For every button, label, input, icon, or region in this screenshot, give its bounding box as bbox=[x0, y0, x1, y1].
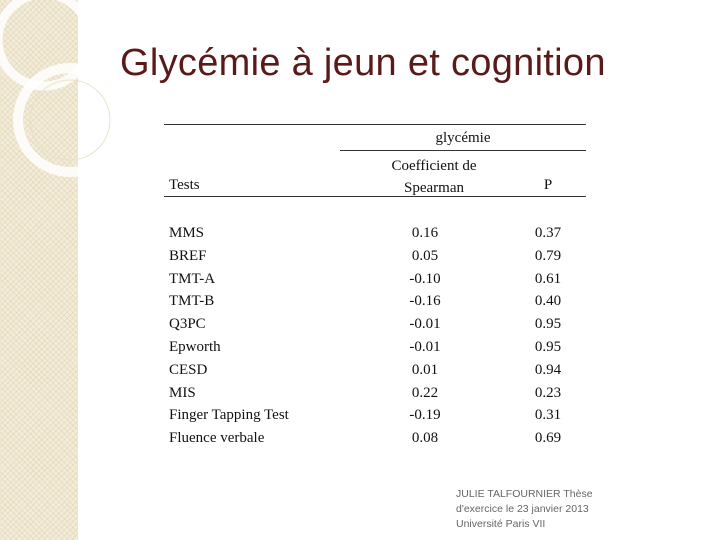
table-row bbox=[164, 269, 586, 292]
footer-line-author: JULIE TALFOURNIER Thèse bbox=[456, 488, 593, 500]
table-row bbox=[164, 383, 586, 406]
cell-coefficient: -0.01 bbox=[409, 338, 441, 355]
cell-test: BREF bbox=[169, 247, 207, 264]
table-row bbox=[164, 223, 586, 246]
cell-coefficient: 0.16 bbox=[411, 225, 439, 241]
table-row bbox=[164, 428, 586, 451]
cell-p-value: 0.61 bbox=[534, 270, 562, 287]
column-header-coefficient-line1: Coefficient de bbox=[391, 158, 477, 174]
table-body bbox=[164, 223, 586, 451]
cell-test: MIS bbox=[169, 384, 196, 401]
column-header-coefficient bbox=[340, 155, 528, 199]
cell-test: CESD bbox=[169, 361, 208, 378]
cell-coefficient: 0.05 bbox=[411, 247, 439, 264]
cell-coefficient: -0.19 bbox=[409, 407, 441, 424]
table-row bbox=[164, 246, 586, 269]
column-header-coefficient-line2: Spearman bbox=[404, 180, 464, 196]
cell-p-value: 0.95 bbox=[534, 316, 562, 333]
cell-p-value: 0.23 bbox=[534, 384, 562, 401]
decorative-circles bbox=[0, 0, 140, 240]
cell-test: Q3PC bbox=[169, 316, 206, 333]
table-row bbox=[164, 360, 586, 383]
footer-line-date: d'exercice le 23 janvier 2013 bbox=[456, 503, 589, 515]
footer-line-university: Université Paris VII bbox=[456, 518, 546, 530]
cell-test: Fluence verbale bbox=[169, 430, 265, 447]
cell-p-value: 0.94 bbox=[534, 361, 562, 378]
cell-test: TMT-B bbox=[169, 293, 215, 310]
cell-coefficient: -0.10 bbox=[409, 270, 441, 287]
cell-coefficient: 0.08 bbox=[411, 430, 439, 447]
cell-coefficient: -0.16 bbox=[409, 293, 441, 310]
cell-p-value: 0.69 bbox=[534, 430, 562, 447]
column-header-tests: Tests bbox=[169, 177, 200, 193]
table-row bbox=[164, 314, 586, 337]
cell-p-value: 0.37 bbox=[534, 225, 562, 241]
column-header-p: P bbox=[543, 177, 553, 193]
cell-coefficient: 0.01 bbox=[411, 361, 439, 378]
table-header-rule bbox=[164, 196, 586, 197]
cell-coefficient: -0.01 bbox=[409, 316, 441, 333]
cell-p-value: 0.40 bbox=[534, 293, 562, 310]
cell-p-value: 0.95 bbox=[534, 338, 562, 355]
slide-title: Glycémie à jeun et cognition bbox=[120, 42, 606, 84]
cell-p-value: 0.79 bbox=[534, 247, 562, 264]
cell-test: Epworth bbox=[169, 338, 221, 355]
slide-footer bbox=[456, 487, 706, 532]
table-row bbox=[164, 405, 586, 428]
cell-p-value: 0.31 bbox=[534, 407, 562, 424]
cell-test: TMT-A bbox=[169, 270, 216, 287]
group-header-glycemie: glycémie bbox=[435, 130, 491, 146]
table-row bbox=[164, 291, 586, 314]
cell-test: MMS bbox=[169, 225, 205, 241]
table-top-rule bbox=[164, 124, 586, 125]
group-header-rule bbox=[340, 150, 586, 151]
cell-test: Finger Tapping Test bbox=[169, 407, 289, 424]
table-row bbox=[164, 337, 586, 360]
cell-coefficient: 0.22 bbox=[411, 384, 439, 401]
